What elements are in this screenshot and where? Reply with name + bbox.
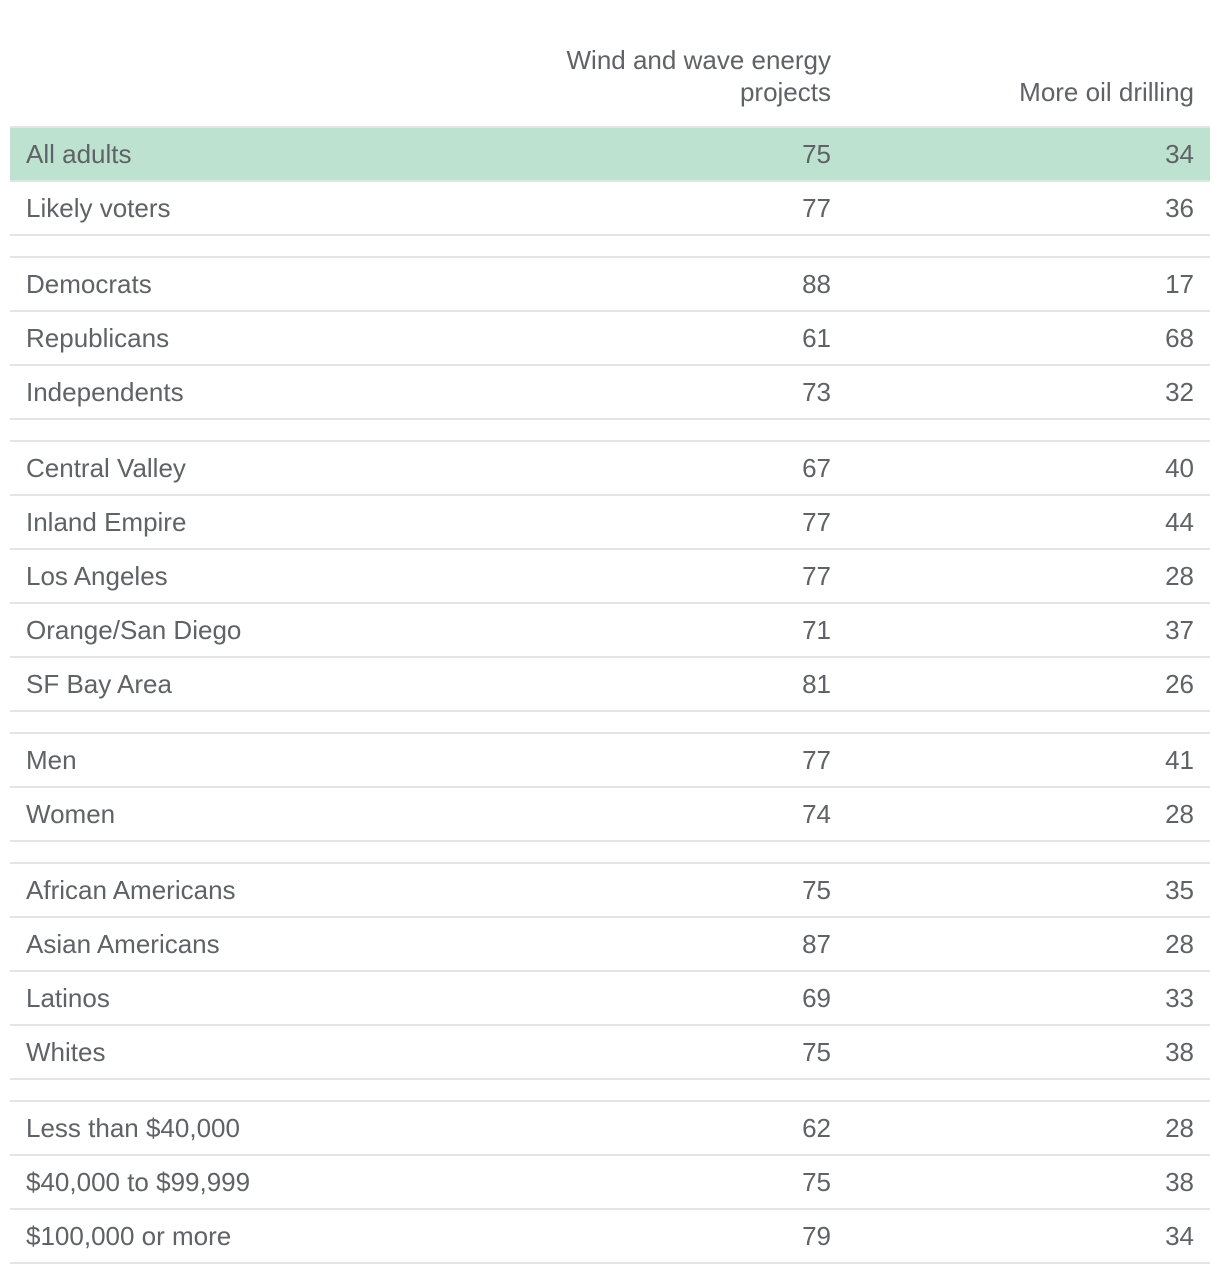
table-row	[10, 182, 1210, 236]
data-table	[10, 0, 1210, 1264]
value-wind-wave: 61	[802, 323, 831, 353]
table-row	[10, 312, 1210, 366]
row-label: Latinos	[26, 983, 110, 1013]
value-oil-drilling: 28	[1165, 799, 1194, 829]
table-header	[10, 0, 1210, 128]
value-wind-wave: 87	[802, 929, 831, 959]
value-oil-drilling: 37	[1165, 615, 1194, 645]
value-wind-wave: 81	[802, 669, 831, 699]
table-row	[10, 1026, 1210, 1080]
value-oil-drilling: 28	[1165, 561, 1194, 591]
value-wind-wave: 74	[802, 799, 831, 829]
column-header-wind-wave: Wind and wave energy projects	[566, 45, 831, 107]
value-wind-wave: 77	[802, 561, 831, 591]
row-label: $100,000 or more	[26, 1221, 232, 1251]
value-wind-wave: 77	[802, 193, 831, 223]
table-row	[10, 1156, 1210, 1210]
value-oil-drilling: 38	[1165, 1167, 1194, 1197]
value-oil-drilling: 17	[1165, 269, 1194, 299]
row-label: Inland Empire	[26, 507, 187, 537]
value-oil-drilling: 41	[1165, 745, 1194, 775]
row-label: All adults	[26, 139, 132, 169]
table-row	[10, 128, 1210, 182]
value-oil-drilling: 35	[1165, 875, 1194, 905]
value-oil-drilling: 34	[1165, 139, 1194, 169]
value-wind-wave: 73	[802, 377, 831, 407]
row-label: Less than $40,000	[26, 1113, 240, 1143]
table-row	[10, 918, 1210, 972]
row-label: Men	[26, 745, 77, 775]
table-row	[10, 256, 1210, 312]
value-oil-drilling: 38	[1165, 1037, 1194, 1067]
row-label: Women	[26, 799, 116, 829]
row-label: Asian Americans	[26, 929, 220, 959]
row-label: Democrats	[26, 269, 152, 299]
value-wind-wave: 88	[802, 269, 831, 299]
value-oil-drilling: 36	[1165, 193, 1194, 223]
value-wind-wave: 62	[802, 1113, 831, 1143]
row-label: Likely voters	[26, 193, 171, 223]
table-row	[10, 862, 1210, 918]
value-oil-drilling: 40	[1165, 453, 1194, 483]
value-oil-drilling: 44	[1165, 507, 1194, 537]
value-wind-wave: 67	[802, 453, 831, 483]
value-wind-wave: 75	[802, 1037, 831, 1067]
row-label: Central Valley	[26, 453, 186, 483]
table-body	[10, 128, 1210, 1264]
value-oil-drilling: 68	[1165, 323, 1194, 353]
row-label: Republicans	[26, 323, 170, 353]
row-label: Orange/San Diego	[26, 615, 242, 645]
value-wind-wave: 75	[802, 1167, 831, 1197]
table-row	[10, 1210, 1210, 1264]
row-label: Los Angeles	[26, 561, 168, 591]
table-row	[10, 788, 1210, 842]
table-row	[10, 550, 1210, 604]
table-row	[10, 972, 1210, 1026]
value-wind-wave: 75	[802, 875, 831, 905]
table-row	[10, 1100, 1210, 1156]
table-row	[10, 366, 1210, 420]
value-oil-drilling: 34	[1165, 1221, 1194, 1251]
value-oil-drilling: 28	[1165, 929, 1194, 959]
value-wind-wave: 77	[802, 745, 831, 775]
row-label: Whites	[26, 1037, 106, 1067]
row-label: African Americans	[26, 875, 236, 905]
table-row	[10, 658, 1210, 712]
row-label: $40,000 to $99,999	[26, 1167, 251, 1197]
value-oil-drilling: 26	[1165, 669, 1194, 699]
value-oil-drilling: 33	[1165, 983, 1194, 1013]
column-header-oil-drilling: More oil drilling	[1019, 77, 1194, 107]
row-label: Independents	[26, 377, 184, 407]
table-row	[10, 496, 1210, 550]
value-oil-drilling: 28	[1165, 1113, 1194, 1143]
value-wind-wave: 79	[802, 1221, 831, 1251]
value-oil-drilling: 32	[1165, 377, 1194, 407]
value-wind-wave: 71	[802, 615, 831, 645]
value-wind-wave: 69	[802, 983, 831, 1013]
row-label: SF Bay Area	[26, 669, 172, 699]
table-row	[10, 732, 1210, 788]
table-row	[10, 604, 1210, 658]
value-wind-wave: 77	[802, 507, 831, 537]
value-wind-wave: 75	[802, 139, 831, 169]
table-row	[10, 440, 1210, 496]
